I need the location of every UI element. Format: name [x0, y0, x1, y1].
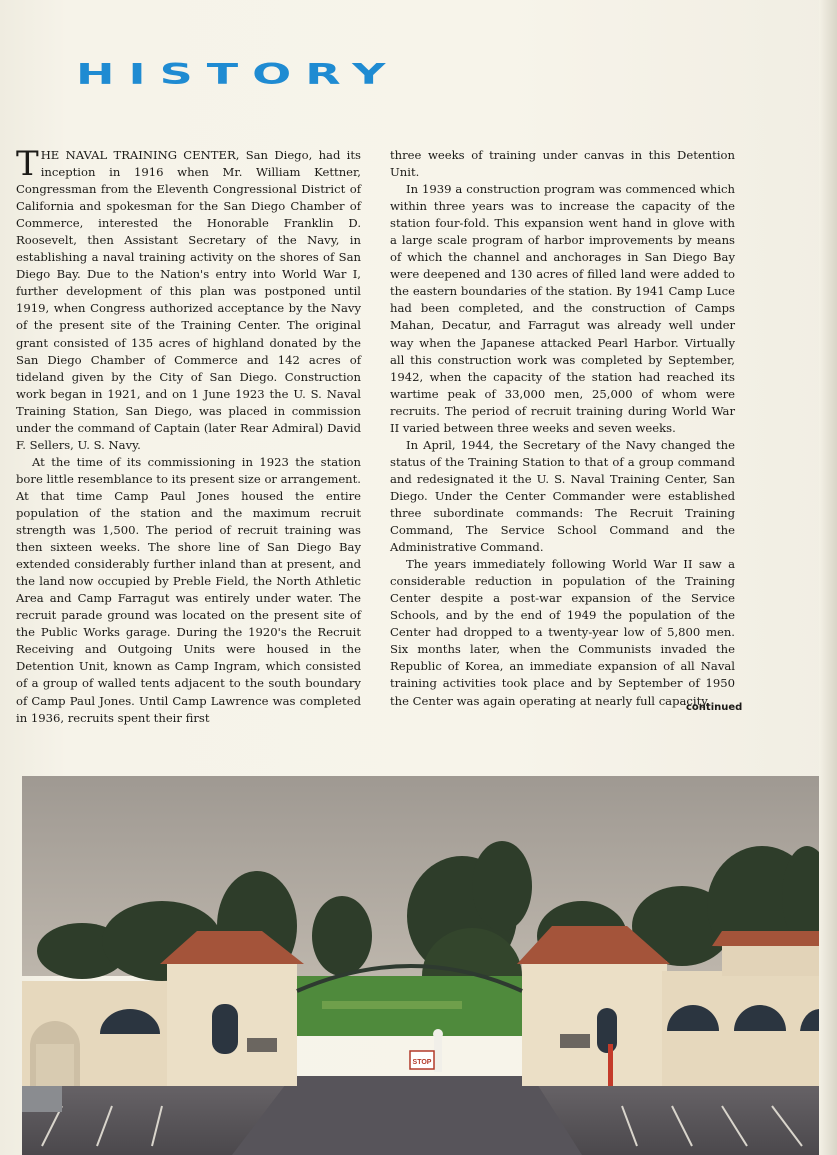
intro-paragraph — [16, 144, 361, 454]
continued-label: continued — [686, 702, 743, 713]
right-text-column — [390, 147, 735, 710]
photo-stop-sign-text: STOP — [412, 1059, 432, 1066]
continuation-line: three weeks of training under canvas in this Detention Unit. — [390, 148, 735, 180]
photo-parked-car — [22, 1086, 62, 1112]
drop-cap: T — [16, 144, 39, 184]
page-edge-shadow — [819, 0, 837, 1155]
body-paragraph: The years immediately following World War II saw a considerable reduction in population of the Training Center despite a post-war expansion of the Service Schools, and by the end of 1949 the population of the Center had dropped to a twenty-year low of 5,800 men. Six months later, when the Communists invaded the Republic of Korea, an immediate expansion of all Naval training activities took place and by September of 1950 the Center was again operating at nearly full capacity. — [390, 557, 735, 708]
photo-right-gatehouse — [522, 961, 667, 1086]
left-text-column — [16, 144, 361, 727]
intro-paragraph-text: HE NAVAL TRAINING CENTER, San Diego, had its inception in 1916 when Mr. William Kettner, Congressman from the Eleventh Congressional District of California and spokesman for the San Diego Chamber of Commerce, interested the Honorable Franklin D. Roosevelt, then Assistant Secretary of the Navy, in establishing a naval training activity on the shores of San Diego Bay. Due to the Nation's entry into World War I, further development of this plan was postponed until 1919, when Congress authorized acceptance by the Navy of the present site of the Training Center. The original grant consisted of 135 acres of highland donated by the San Diego Chamber of Commerce and 142 acres of tideland given by the City of San Diego. Construction work began in 1921, and on 1 June 1923 the U. S. Naval Training Station, San Diego, was placed in commission under the command of Captain (later Rear Admiral) David F. Sellers, U. S. Navy. — [16, 148, 361, 452]
page-title: HISTORY — [76, 57, 400, 91]
body-paragraph: At the time of its commissioning in 1923 the station bore little resemblance to its present size or arrangement. At that time Camp Paul Jones housed the entire population of the station and the maximum recruit strength was 1,500. The period of recruit training was then sixteen weeks. The shore line of San Diego Bay extended considerably further inland than at present, and the land now occupied by Preble Field, the North Athletic Area and Camp Farragut was entirely under water. The recruit parade ground was located on the present site of the Public Works garage. During the 1920's the Recruit Receiving and Outgoing Units were housed in the Detention Unit, known as Camp Ingram, which consisted of a group of walled tents adjacent to the south boundary of Camp Paul Jones. Until Camp Lawrence was completed in 1936, recruits spent their first — [16, 454, 361, 725]
body-paragraph: In April, 1944, the Secretary of the Navy changed the status of the Training Station to that of a group command and redesignated it the U. S. Naval Training Center, San Diego. Under the Center Commander were established three subordinate commands: The Recruit Training Command, The Service School Command and the Administrative Command. — [390, 437, 735, 555]
body-paragraph: In 1939 a construction program was commenced which within three years was to increase the capacity of the station four-fold. This expansion went hand in glove with a large scale program of harbor improvements by means of which the channel and anchorages in San Diego Bay were deepened and 130 acres of filled land were added to the eastern boundaries of the station. By 1941 Camp Luce had been completed, and the construction of Camps Mahan, Decatur, and Farragut was already well under way when the Japanese attacked Pearl Harbor. Virtually all this construction work was completed by September, 1942, when the capacity of the station had reached its wartime peak of 33,000 men, 25,000 of whom were recruits. The period of recruit training during World War II varied between three weeks and seven weeks. — [390, 182, 735, 435]
photo-sentry — [434, 1038, 442, 1072]
main-gate-photo — [22, 776, 819, 1155]
